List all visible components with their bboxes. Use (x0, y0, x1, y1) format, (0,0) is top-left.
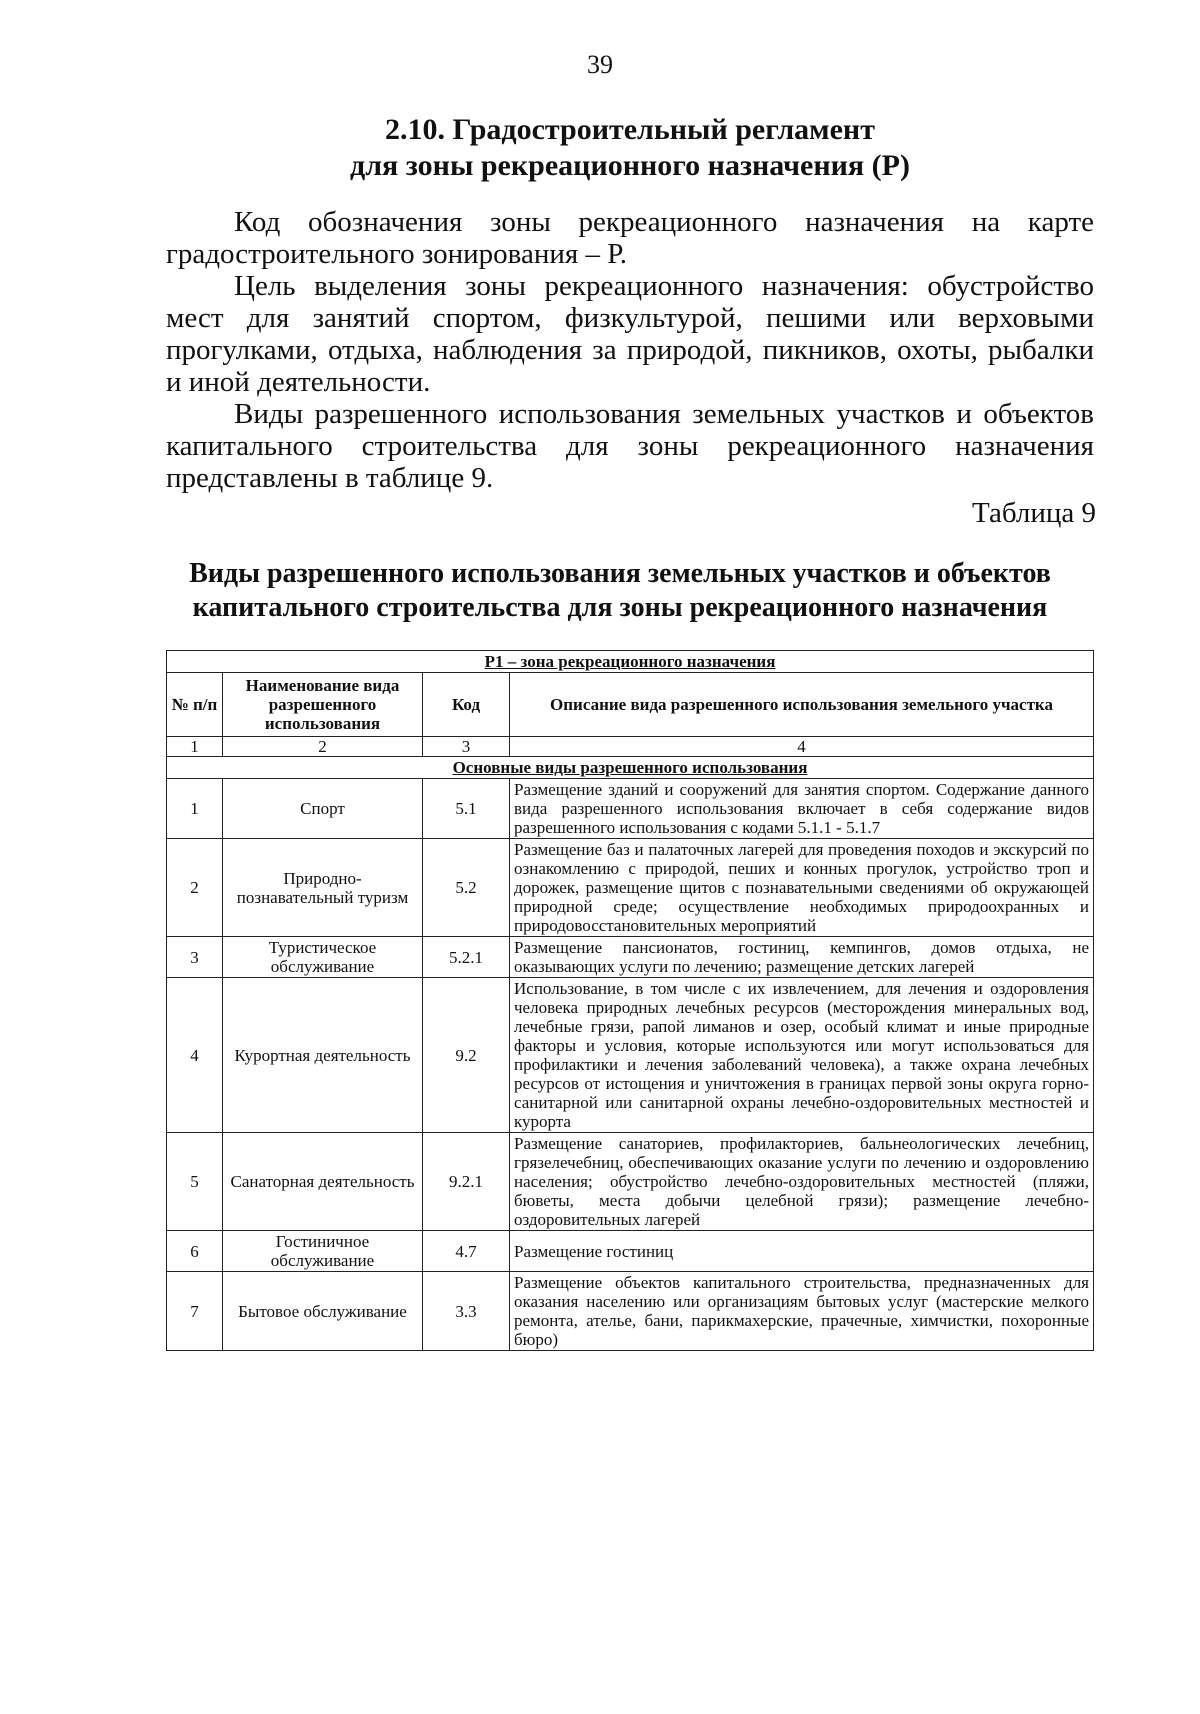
row-description: Использование, в том числе с их извлечением, для лечения и оздоровления человека природных лечебных ресурсов (месторождения минеральных вод, лечебные грязи, рапой лиманов и озер, особый климат и иные природные факторы и условия, которые используются или могут использоваться для профилактики и лечения заболеваний человека), а также охрана лечебных ресурсов от истощения и уничтожения в границах первой зоны округа горно-санитарной или санитарной охраны лечебно-оздоровительных местностей и курорта (510, 978, 1094, 1133)
page-number: 39 (587, 50, 613, 79)
table-title-line2: капитального строительства для зоны рекреационного назначения (192, 592, 1048, 623)
row-code: 5.2 (423, 839, 510, 937)
row-name: Бытовое обслуживание (223, 1272, 423, 1351)
body-text (166, 206, 1094, 494)
row-num: 1 (167, 779, 223, 839)
section-heading (0, 112, 1200, 184)
paragraph-table-reference: Виды разрешенного использования земельных участков и объектов капитального строительства для зоны рекреационного назначения представлены в таблице 9. (166, 398, 1094, 494)
section-heading-line1: 2.10. Градостроительный регламент (385, 113, 875, 146)
zone-header: Р1 – зона рекреационного назначения (167, 651, 1094, 673)
table-title (0, 557, 1200, 625)
row-name: Гостиничное обслуживание (223, 1231, 423, 1272)
row-description: Размещение пансионатов, гостиниц, кемпингов, домов отдыха, не оказывающих услуги по лечению; размещение детских лагерей (510, 937, 1094, 978)
table-title-line1: Виды разрешенного использования земельных участков и объектов (189, 558, 1051, 589)
row-code: 4.7 (423, 1231, 510, 1272)
col-number: 4 (510, 737, 1094, 757)
table-row (167, 937, 1094, 978)
table-row (167, 839, 1094, 937)
col-number: 2 (223, 737, 423, 757)
table-row (167, 1133, 1094, 1231)
row-num: 6 (167, 1231, 223, 1272)
paragraph-zone-purpose: Цель выделения зоны рекреационного назначения: обустройство мест для занятий спортом, физкультурой, пешими или верховыми прогулками, отдыха, наблюдения за природой, пикников, охоты, рыбалки и иной деятельности. (166, 270, 1094, 398)
row-name: Спорт (223, 779, 423, 839)
row-name: Курортная деятельность (223, 978, 423, 1133)
row-code: 9.2 (423, 978, 510, 1133)
row-num: 3 (167, 937, 223, 978)
section-heading-line2: для зоны рекреационного назначения (Р) (350, 149, 910, 182)
table-row (167, 978, 1094, 1133)
table-row (167, 779, 1094, 839)
row-name: Природно-познавательный туризм (223, 839, 423, 937)
table-row (167, 1272, 1094, 1351)
row-name: Санаторная деятельность (223, 1133, 423, 1231)
col-number: 1 (167, 737, 223, 757)
col-header-name: Наименование вида разрешенного использования (223, 673, 423, 737)
row-description: Размещение гостиниц (510, 1231, 1094, 1272)
row-num: 5 (167, 1133, 223, 1231)
row-num: 4 (167, 978, 223, 1133)
row-code: 5.1 (423, 779, 510, 839)
regulation-table (166, 650, 1094, 1351)
row-name: Туристическое обслуживание (223, 937, 423, 978)
row-num: 7 (167, 1272, 223, 1351)
row-code: 3.3 (423, 1272, 510, 1351)
col-number: 3 (423, 737, 510, 757)
paragraph-zone-code: Код обозначения зоны рекреационного назначения на карте градостроительного зонирования – Р. (166, 206, 1094, 270)
row-code: 5.2.1 (423, 937, 510, 978)
row-num: 2 (167, 839, 223, 937)
section-row: Основные виды разрешенного использования (167, 757, 1094, 779)
table-label: Таблица 9 (971, 497, 1096, 529)
row-description: Размещение зданий и сооружений для занятия спортом. Содержание данного вида разрешенного использования включает в себя содержание видов разрешенного использования с кодами 5.1.1 - 5.1.7 (510, 779, 1094, 839)
table-row (167, 1231, 1094, 1272)
col-header-description: Описание вида разрешенного использования земельного участка (510, 673, 1094, 737)
row-description: Размещение санаториев, профилакториев, бальнеологических лечебниц, грязелечебниц, обеспечивающих оказание услуги по лечению и оздоровлению населения; обустройство лечебно-оздоровительных местностей (пляжи, бюветы, места добычи целебной грязи); размещение лечебно-оздоровительных лагерей (510, 1133, 1094, 1231)
col-header-num: № п/п (167, 673, 223, 737)
col-header-code: Код (423, 673, 510, 737)
row-description: Размещение объектов капитального строительства, предназначенных для оказания населению или организациям бытовых услуг (мастерские мелкого ремонта, ателье, бани, парикмахерские, прачечные, химчистки, похоронные бюро) (510, 1272, 1094, 1351)
row-description: Размещение баз и палаточных лагерей для проведения походов и экскурсий по ознакомлению с природой, пеших и конных прогулок, устройство троп и дорожек, размещение щитов с познавательными сведениями об окружающей природной среде; осуществление необходимых природоохранных и природовосстановительных мероприятий (510, 839, 1094, 937)
row-code: 9.2.1 (423, 1133, 510, 1231)
